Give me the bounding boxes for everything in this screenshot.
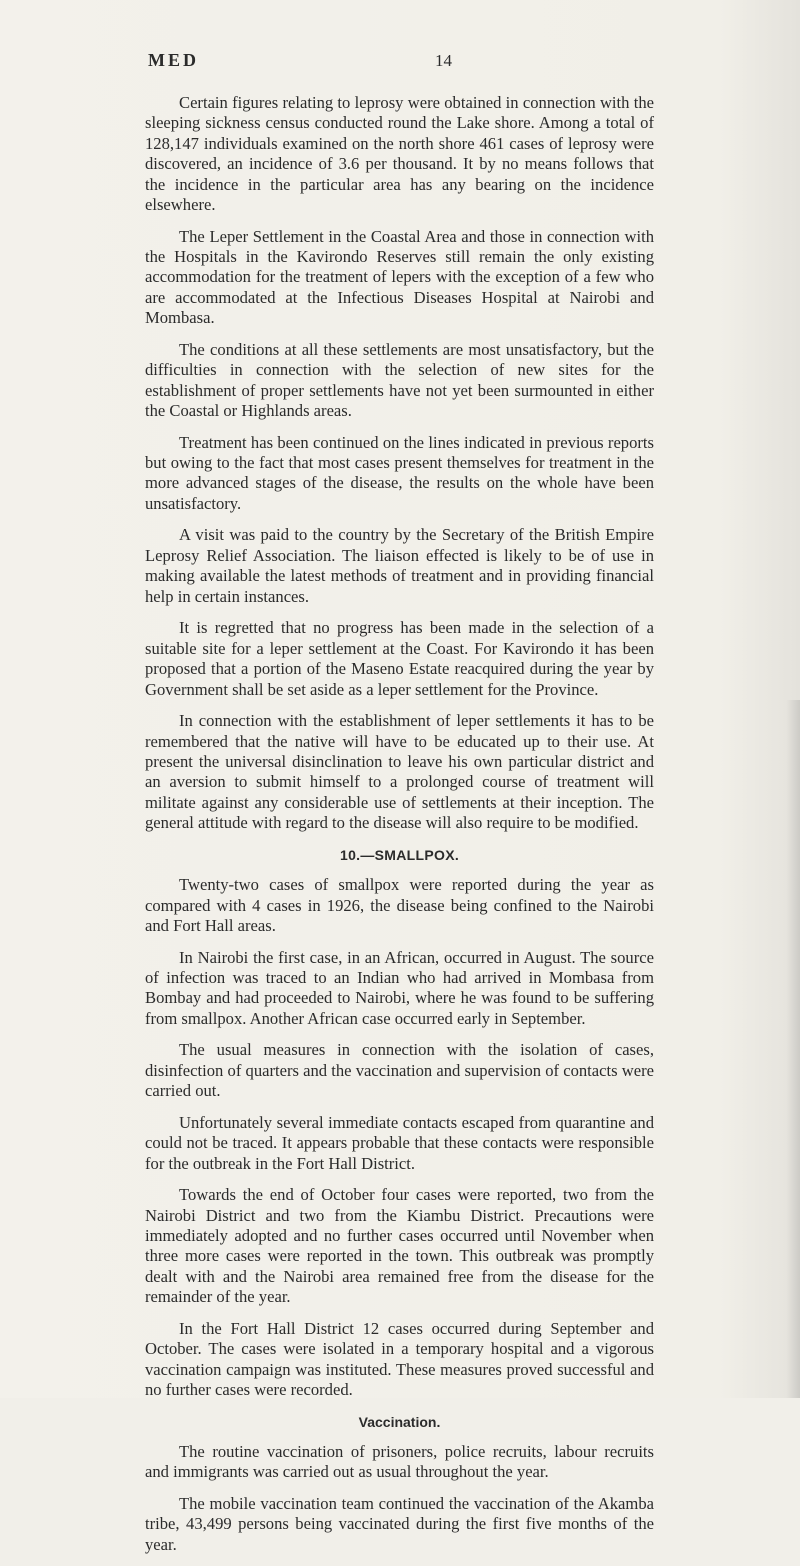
page-number: 14 (435, 51, 452, 70)
section-heading: 10.—SMALLPOX. (339, 846, 460, 863)
body-text (145, 93, 654, 1566)
paragraph: Treatment has been continued on the lines indicated in previous reports but owing to the fact that most cases present themselves for treatment in the more advanced stages of the disease, the results on the whole have been unsatisfactory. (145, 432, 654, 513)
paragraph: The Leper Settlement in the Coastal Area and those in connection with the Hospitals in the Kavirondo Reserves still remain the only existing accommodation for the treatment of lepers with the exception of a few who are accommodated at the Infectious Diseases Hospital at Nairobi and Mombasa. (145, 226, 654, 328)
paragraph: The conditions at all these settlements are most unsatisfactory, but the difficulties in connection with the selection of new sites for the establishment of proper settlements have not yet been surmounted in either the Coastal or Highlands areas. (145, 339, 654, 421)
paragraph: Twenty-two cases of smallpox were reported during the year as compared with 4 cases in 1926, the disease being confined to the Nairobi and Fort Hall areas. (145, 875, 654, 935)
paragraph: A visit was paid to the country by the Secretary of the British Empire Leprosy Relief Association. The liaison effected is likely to be of use in making available the latest methods of treatment and in providing financial help in certain instances. (145, 525, 654, 606)
running-head-title: MED (148, 50, 199, 70)
running-head (148, 50, 654, 74)
paragraph: In connection with the establishment of leper settlements it has to be remembered that the native will have to be educated up to their use. At present the universal disinclination to leave his own particular district and an aversion to submit himself to a prolonged course of treatment will militate against any considerable use of settlements at their inception. The general attitude with regard to the disease will also require to be modified. (145, 711, 654, 833)
paragraph: The mobile vaccination team continued the vaccination of the Akamba tribe, 43,499 persons being vaccinated during the first five months of the year. (145, 1494, 654, 1554)
subsection-heading: Vaccination. (358, 1413, 441, 1430)
paragraph: In the Fort Hall District 12 cases occurred during September and October. The cases were isolated in a temporary hospital and a vigorous vaccination campaign was instituted. These measures proved successful and no further cases were recorded. (145, 1318, 654, 1399)
paragraph: Certain figures relating to leprosy were obtained in connection with the sleeping sickness census conducted round the Lake shore. Among a total of 128,147 individuals examined on the north shore 461 cases of leprosy were discovered, an incidence of 3.6 per thousand. It by no means follows that the incidence in the particular area has any bearing on the incidence elsewhere. (145, 93, 654, 215)
page-edge-shadow (786, 700, 800, 1398)
paragraph: The usual measures in connection with the isolation of cases, disinfection of quarters and the vaccination and supervision of contacts were carried out. (145, 1040, 654, 1101)
paragraph: In Nairobi the first case, in an African, occurred in August. The source of infection was traced to an Indian who had arrived in Mombasa from Bombay and had proceeded to Nairobi, where he was found to be suffering from smallpox. Another African case occurred early in September. (145, 947, 654, 1028)
paragraph: Unfortunately several immediate contacts escaped from quarantine and could not be traced. It appears probable that these contacts were responsible for the outbreak in the Fort Hall District. (145, 1112, 654, 1173)
paragraph: It is regretted that no progress has been made in the selection of a suitable site for a leper settlement at the Coast. For Kavirondo it has been proposed that a portion of the Maseno Estate reacquired during the year by Government shall be set aside as a leper settlement for the Province. (145, 618, 654, 699)
paragraph: The routine vaccination of prisoners, police recruits, labour recruits and immigrants was carried out as usual throughout the year. (145, 1442, 654, 1482)
paragraph: Towards the end of October four cases were reported, two from the Nairobi District and two from the Kiambu District. Precautions were immediately adopted and no further cases occurred until November when three more cases were reported in the town. This outbreak was promptly dealt with and the Nairobi area remained free from the disease for the remainder of the year. (145, 1185, 654, 1307)
